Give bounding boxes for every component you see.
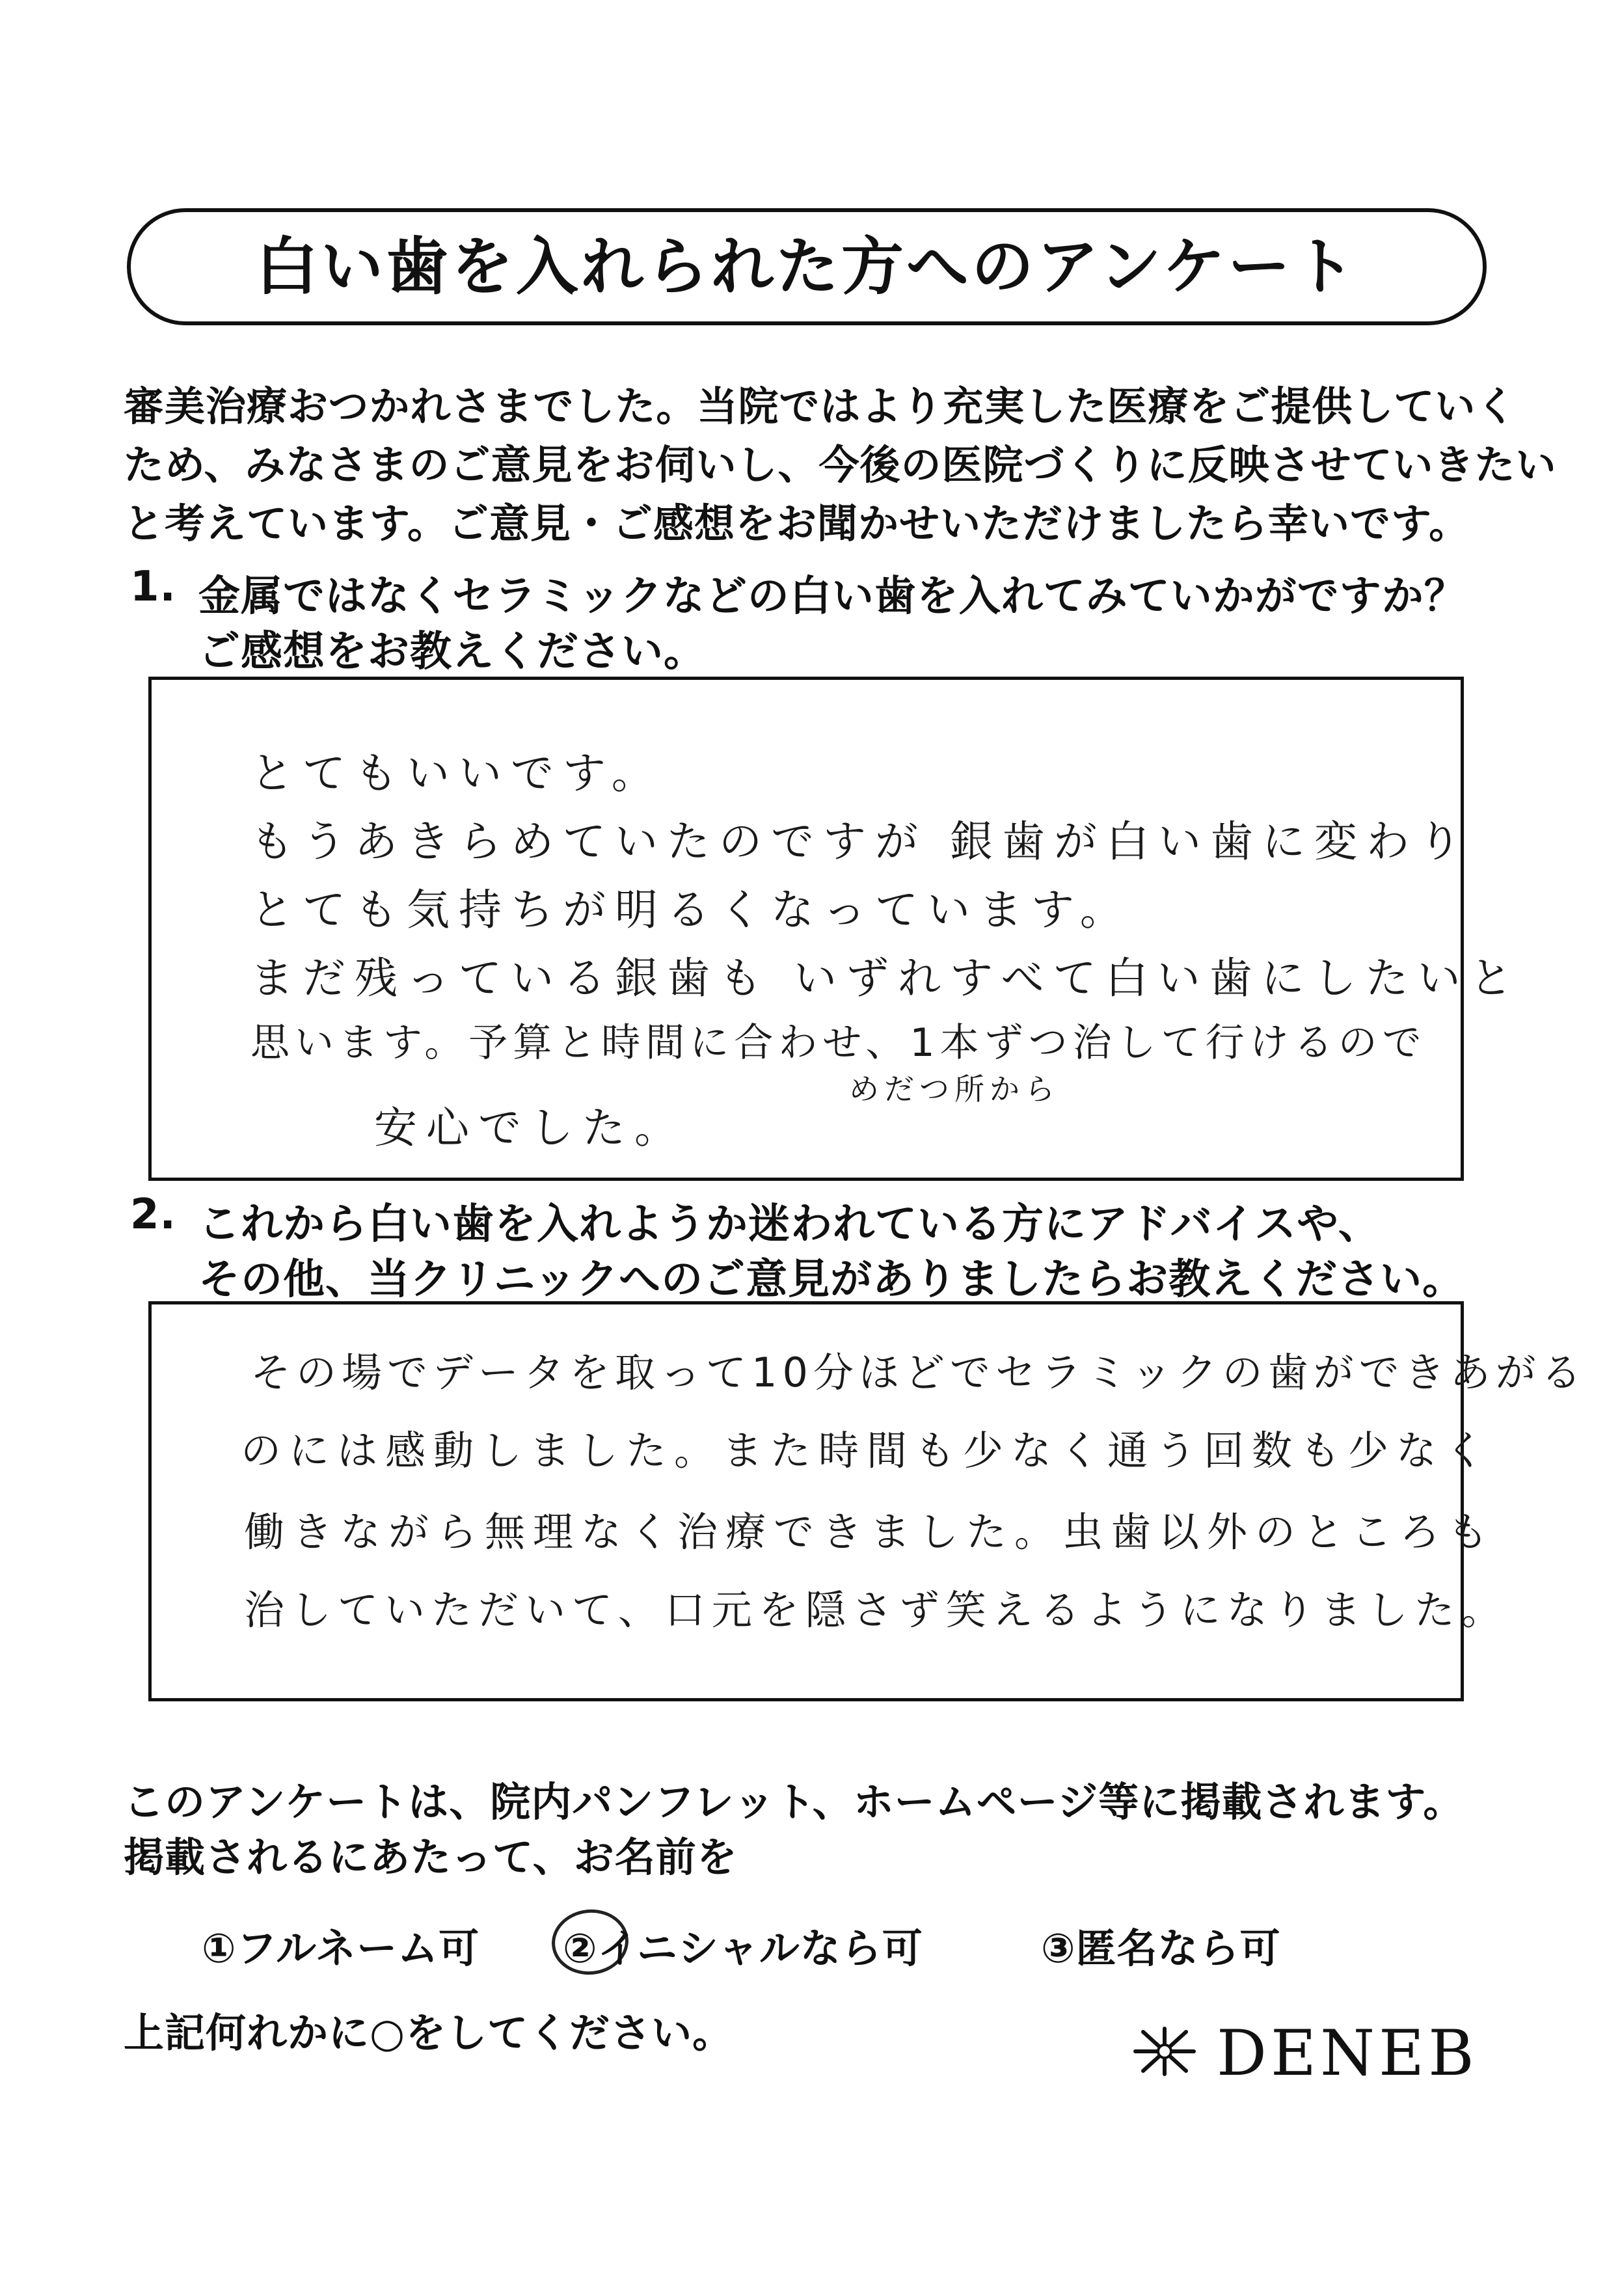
intro-line-3: と考えています。ご意見・ご感想をお聞かせいただけましたら幸いです。 <box>124 500 1470 547</box>
answer-1-line-6: 安心でした。 <box>374 1103 686 1153</box>
name-option-full[interactable]: ①フルネーム可 <box>202 1925 480 1972</box>
answer-1-insertion: めだつ所から <box>849 1072 1060 1107</box>
question-1-number: 1. <box>130 563 176 611</box>
answer-2-line-2: のには感動しました。また時間も少なく通う回数も少なく <box>241 1427 1493 1474</box>
name-option-anonymous[interactable]: ③匿名なら可 <box>1041 1925 1281 1972</box>
name-option-initials[interactable]: ②イニシャルなら可 <box>563 1925 923 1972</box>
intro-line-2: ため、みなさまのご意見をお伺いし、今後の医院づくりに反映させていきたい <box>124 441 1557 489</box>
question-1-line-2: ご感想をお教えください。 <box>198 628 706 676</box>
footer-line-2: 掲載されるにあたって、お名前を <box>124 1833 738 1881</box>
answer-1-line-4: まだ残っている銀歯も いずれすべて白い歯にしたいと <box>250 953 1522 1003</box>
question-2-line-1: これから白い歯を入れようか迷われている方にアドバイスや、 <box>198 1200 1381 1249</box>
answer-2-line-3: 働きながら無理なく治療できました。虫歯以外のところも <box>244 1508 1496 1556</box>
answer-1-line-3: とても気持ちが明るくなっています。 <box>250 885 1132 935</box>
page-title: 白い歯を入れられた方へのアンケート <box>255 230 1358 303</box>
footer-instruction: 上記何れかに○をしてください。 <box>124 2009 734 2057</box>
answer-2-line-4: 治していただいて、口元を隠さず笑えるようになりました。 <box>244 1586 1508 1634</box>
star-burst-icon <box>1129 2022 1200 2096</box>
question-2-number: 2. <box>130 1191 176 1239</box>
footer-line-1: このアンケートは、院内パンフレット、ホームページ等に掲載されます。 <box>124 1778 1465 1826</box>
answer-1-line-2: もうあきらめていたのですが 銀歯が白い歯に変わり <box>250 817 1470 867</box>
question-1-line-1: 金属ではなくセラミックなどの白い歯を入れてみていかがですか？ <box>198 573 1466 621</box>
intro-line-1: 審美治療おつかれさまでした。当院ではより充実した医療をご提供していく <box>124 383 1517 430</box>
answer-1-line-1: とてもいいです。 <box>250 748 664 798</box>
question-2-line-2: その他、当クリニックへのご意見がありましたらお教えください。 <box>198 1256 1465 1304</box>
answer-1-line-5: 思います。予算と時間に合わせ、1本ずつ治して行けるので <box>250 1020 1427 1066</box>
answer-2-line-1: その場でデータを取って10分ほどでセラミックの歯ができあがる <box>250 1349 1587 1396</box>
deneb-logo: DENEB <box>1217 2017 1478 2090</box>
